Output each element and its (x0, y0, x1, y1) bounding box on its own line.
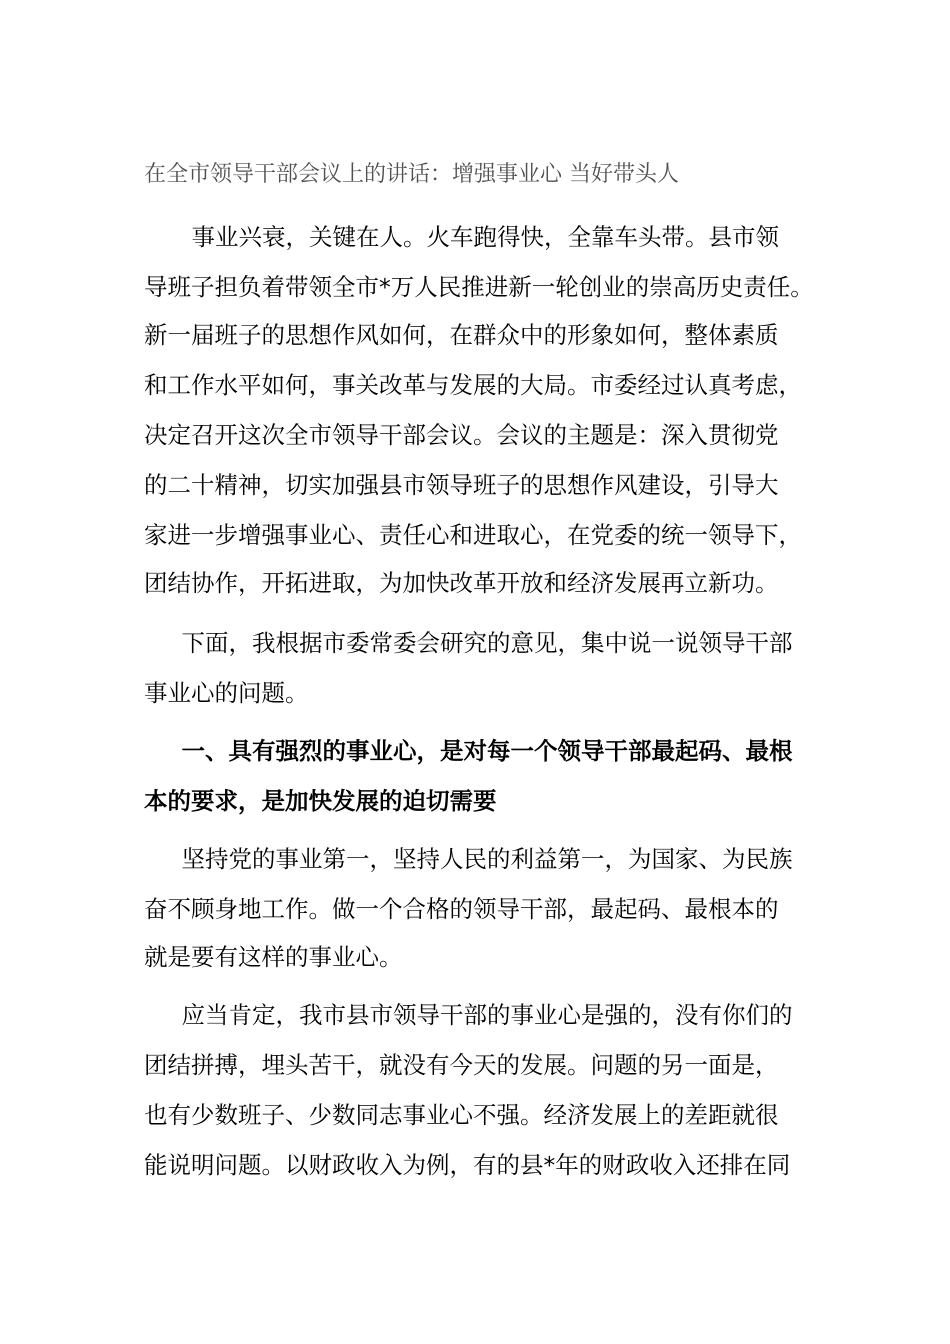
paragraph-line: 坚持党的事业第一，坚持人民的利益第一，为国家、为民族 (158, 845, 793, 873)
paragraph-line: 也有少数班子、少数同志事业心不强。经济发展上的差距就很 (144, 1101, 779, 1129)
paragraph-line: 团结协作，开拓进取，为加快改革开放和经济发展再立新功。 (144, 569, 779, 597)
paragraph-line: 导班子担负着带领全市*万人民推进新一轮创业的崇高历史责任。 (144, 273, 814, 301)
heading-line: 本的要求，是加快发展的迫切需要 (144, 787, 497, 815)
paragraph-line: 家进一步增强事业心、责任心和进取心，在党委的统一领导下， (144, 521, 802, 549)
document-title: 在全市领导干部会议上的讲话：增强事业心 当好带头人 (144, 162, 679, 187)
paragraph-line: 和工作水平如何，事关改革与发展的大局。市委经过认真考虑， (144, 371, 802, 399)
paragraph-line: 团结拼搏，埋头苦干，就没有今天的发展。问题的另一面是， (144, 1051, 779, 1079)
paragraph-line: 事业兴衰，关键在人。火车跑得快，全靠车头带。县市领 (168, 223, 779, 251)
paragraph-line: 新一届班子的思想作风如何，在群众中的形象如何，整体素质 (144, 321, 779, 349)
paragraph-line: 决定召开这次全市领导干部会议。会议的主题是：深入贯彻党 (144, 421, 779, 449)
heading-line: 一、具有强烈的事业心，是对每一个领导干部最起码、最根 (158, 737, 793, 765)
paragraph-line: 奋不顾身地工作。做一个合格的领导干部，最起码、最根本的 (144, 895, 779, 923)
paragraph-line: 就是要有这样的事业心。 (144, 943, 403, 971)
paragraph-line: 能说明问题。以财政收入为例，有的县*年的财政收入还排在同 (144, 1151, 791, 1179)
paragraph-line: 下面，我根据市委常委会研究的意见，集中说一说领导干部 (158, 629, 793, 657)
paragraph-line: 应当肯定，我市县市领导干部的事业心是强的，没有你们的 (158, 1001, 793, 1029)
paragraph-line: 的二十精神，切实加强县市领导班子的思想作风建设，引导大 (144, 471, 779, 499)
paragraph-line: 事业心的问题。 (144, 679, 309, 707)
